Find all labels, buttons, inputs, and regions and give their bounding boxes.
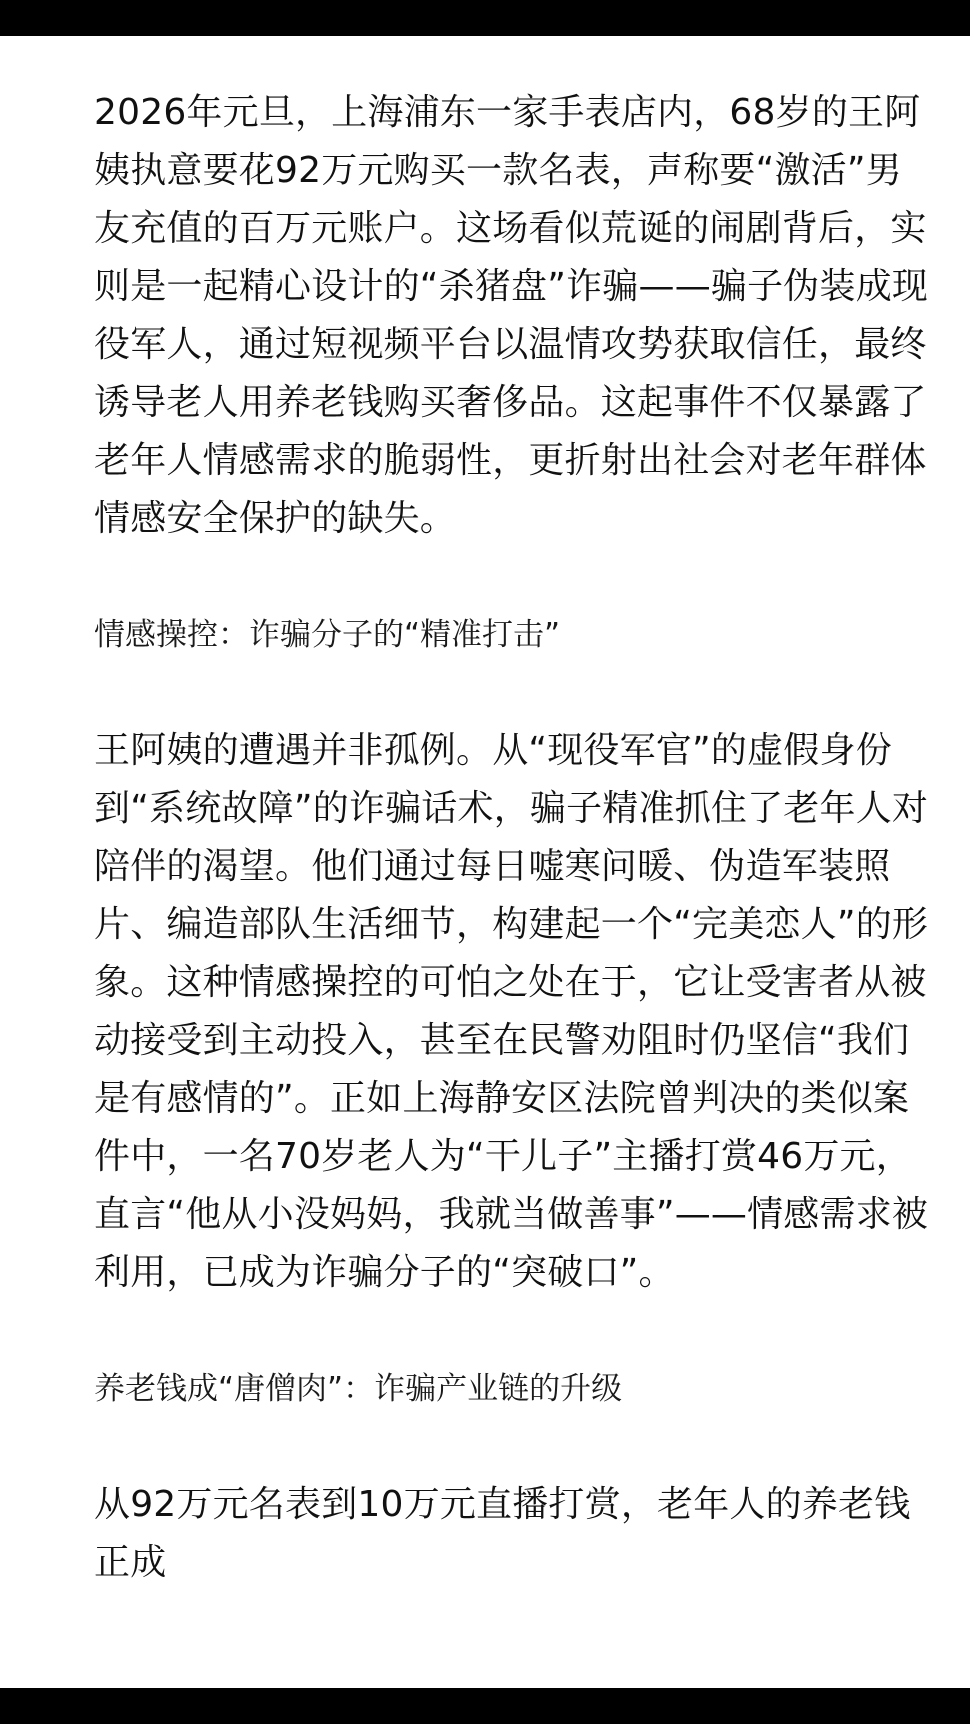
paragraph-pension-money: 从92万元名表到10万元直播打赏，老年人的养老钱正成: [94, 1484, 911, 1583]
paragraph-emotional-manipulation: 王阿姨的遭遇并非孤例。从“现役军官”的虚假身份到“系统故障”的诈骗话术，骗子精准抓住了老年人对陪伴的渴望。他们通过每日嘘寒问暖、伪造军装照片、编造部队生活细节，构建起一个“完美恋人”的形象。这种情感操控的可怕之处在于，它让受害者从被动接受到主动投入，甚至在民警劝阻时仍坚信“我们是有感情的”。正如上海静安区法院曾判决的类似案件中，一名70岁老人为“干儿子”主播打赏46万元，直言“他从小没妈妈，我就当做善事”——情感需求被利用，已成为诈骗分子的“突破口”。: [94, 730, 929, 1293]
top-black-bar: [0, 0, 970, 36]
bottom-black-bar: [0, 1688, 970, 1724]
article-body: [94, 84, 934, 1592]
section-heading-pension-money: 养老钱成“唐僧肉”：诈骗产业链的升级: [94, 1371, 623, 1407]
paragraph-spacer: [94, 1302, 934, 1360]
paragraph-intro: 2026年元旦，上海浦东一家手表店内，68岁的王阿姨执意要花92万元购买一款名表，声称要“激活”男友充值的百万元账户。这场看似荒诞的闹剧背后，实则是一起精心设计的“杀猪盘”诈骗——骗子伪装成现役军人，通过短视频平台以温情攻势获取信任，最终诱导老人用养老钱购买奢侈品。这起事件不仅暴露了老年人情感需求的脆弱性，更折射出社会对老年群体情感安全保护的缺失。: [94, 92, 929, 539]
paragraph-spacer: [94, 1418, 934, 1476]
article-page[interactable]: [0, 36, 970, 1688]
paragraph-spacer: [94, 664, 934, 722]
section-heading-emotional-manipulation: 情感操控：诈骗分子的“精准打击”: [94, 617, 561, 653]
paragraph-spacer: [94, 548, 934, 606]
